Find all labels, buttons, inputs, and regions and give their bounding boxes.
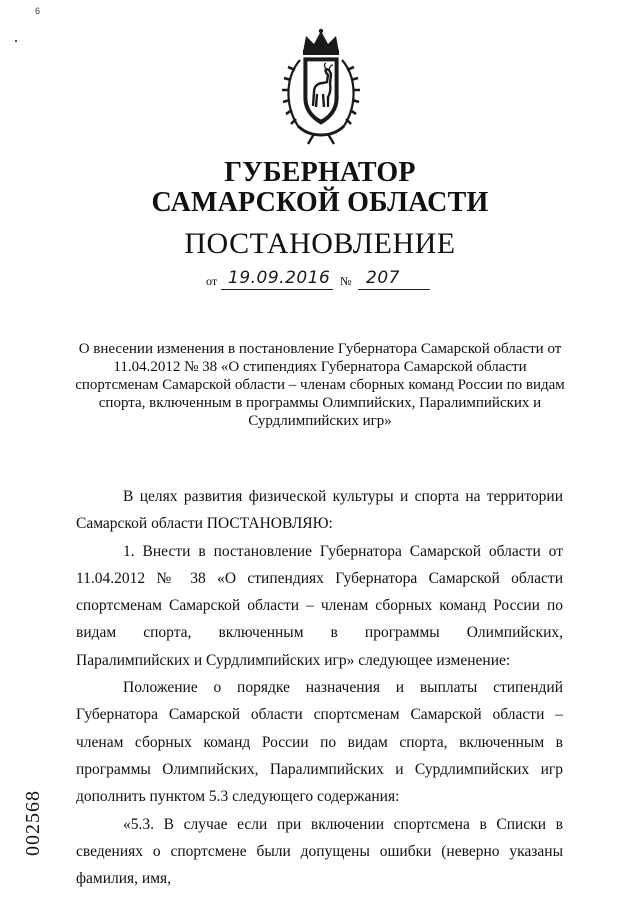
- body-paragraph: 1. Внести в постановление Губернатора Самарской области от 11.04.2012 № 38 «О стипендиях Губернатора Самарской области спортсменам Самарской области – членам сборных команд России по видам спорта, включенным в программы Олимпийских, Паралимпийских и Сурдлимпийских игр» следующее изменение:: [76, 542, 563, 669]
- registration-number: 002568: [22, 790, 44, 856]
- date-label: от: [206, 274, 218, 288]
- number-label: №: [340, 274, 352, 288]
- body-paragraph: В целях развития физической культуры и спорта на территории Самарской области ПОСТАНОВЛЯЮ:: [76, 488, 563, 533]
- document-type-heading: ПОСТАНОВЛЕНИЕ: [184, 227, 456, 260]
- body-paragraph: Положение о порядке назначения и выплаты стипендий Губернатора Самарской области спортсменам Самарской области – членам сборных команд России по видам спорта, включенным в программы Олимпийских, Паралимпийских и Сурдлимпийских игр дополнить пунктом 5.3 следующего содержания:: [76, 679, 563, 806]
- scan-speck: [15, 40, 17, 42]
- document-subject: О внесении изменения в постановление Губернатора Самарской области от 11.04.2012 № 38 «О стипендиях Губернатора Самарской области спортсменам Самарской области – членам сборных команд России по видам спорта, включенным в программы Олимпийских, Паралимпийских и Сурдлимпийских игр»: [75, 341, 565, 429]
- number-underline: [358, 289, 430, 290]
- coat-of-arms-emblem: [278, 28, 364, 146]
- corner-mark: 6: [35, 6, 41, 16]
- governor-title: ГУБЕРНАТОР: [224, 157, 416, 188]
- handwritten-date: 19.09.2016: [228, 268, 331, 288]
- date-underline: [221, 289, 333, 290]
- region-title: САМАРСКОЙ ОБЛАСТИ: [151, 187, 489, 218]
- body-paragraph: «5.3. В случае если при включении спортсмена в Списки в сведениях о спортсмене были допущены ошибки (неверно указаны фамилия, имя,: [76, 815, 563, 888]
- document-body: [76, 483, 563, 892]
- handwritten-number: 207: [366, 268, 400, 288]
- date-number-line: [206, 270, 446, 292]
